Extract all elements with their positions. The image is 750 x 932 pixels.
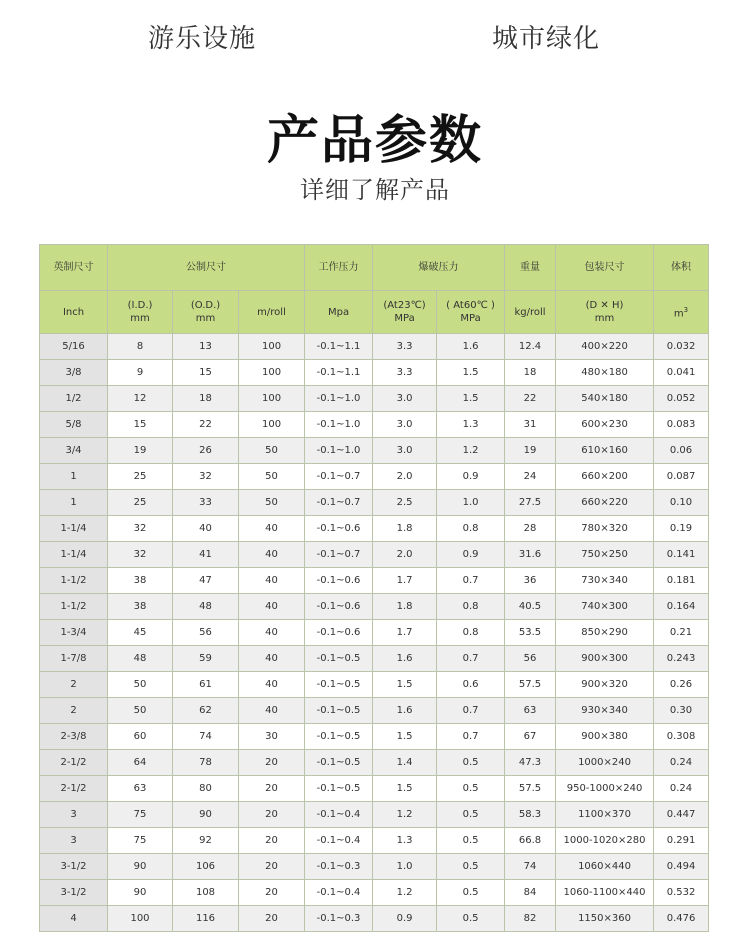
subheader-m3 — [654, 291, 709, 334]
nav-link-playground[interactable]: 游乐设施 — [148, 24, 257, 54]
cell-id: 19 — [108, 438, 173, 464]
cell-od: 90 — [173, 802, 239, 828]
cell-burst-23: 1.8 — [373, 594, 437, 620]
cell-volume: 0.291 — [654, 828, 709, 854]
cell-burst-60: 0.7 — [437, 724, 505, 750]
table-row — [40, 542, 709, 568]
cell-burst-60: 0.9 — [437, 464, 505, 490]
cell-mroll: 40 — [239, 542, 305, 568]
cell-inch: 1 — [40, 464, 108, 490]
cell-package: 900×320 — [556, 672, 654, 698]
cell-inch: 1-1/2 — [40, 568, 108, 594]
cell-work-pressure: -0.1~0.7 — [305, 464, 373, 490]
cell-inch: 5/16 — [40, 334, 108, 360]
cell-burst-23: 1.2 — [373, 802, 437, 828]
cell-burst-23: 2.5 — [373, 490, 437, 516]
cell-burst-60: 1.6 — [437, 334, 505, 360]
subheader-at60-unit: MPa — [460, 313, 481, 324]
cell-weight: 36 — [505, 568, 556, 594]
cell-burst-23: 1.5 — [373, 724, 437, 750]
cell-package: 660×220 — [556, 490, 654, 516]
cell-package: 1150×360 — [556, 906, 654, 932]
cell-package: 540×180 — [556, 386, 654, 412]
cell-inch: 3-1/2 — [40, 854, 108, 880]
subheader-od — [173, 291, 239, 334]
cell-volume: 0.308 — [654, 724, 709, 750]
cell-volume: 0.24 — [654, 776, 709, 802]
cell-inch: 3-1/2 — [40, 880, 108, 906]
cell-work-pressure: -0.1~0.5 — [305, 646, 373, 672]
cell-volume: 0.083 — [654, 412, 709, 438]
table-row — [40, 594, 709, 620]
cell-od: 62 — [173, 698, 239, 724]
cell-mroll: 20 — [239, 750, 305, 776]
cell-burst-23: 1.7 — [373, 568, 437, 594]
cell-id: 50 — [108, 672, 173, 698]
cell-burst-23: 2.0 — [373, 542, 437, 568]
cell-weight: 53.5 — [505, 620, 556, 646]
cell-burst-60: 0.5 — [437, 802, 505, 828]
cell-work-pressure: -0.1~0.4 — [305, 828, 373, 854]
cell-weight: 66.8 — [505, 828, 556, 854]
cell-od: 92 — [173, 828, 239, 854]
cell-mroll: 100 — [239, 412, 305, 438]
cell-volume: 0.21 — [654, 620, 709, 646]
cell-id: 75 — [108, 828, 173, 854]
cell-burst-60: 1.3 — [437, 412, 505, 438]
cell-volume: 0.087 — [654, 464, 709, 490]
cell-volume: 0.24 — [654, 750, 709, 776]
table-row — [40, 412, 709, 438]
cell-burst-23: 1.5 — [373, 776, 437, 802]
cell-inch: 1-1/2 — [40, 594, 108, 620]
cell-id: 48 — [108, 646, 173, 672]
cell-package: 900×380 — [556, 724, 654, 750]
cell-burst-23: 1.8 — [373, 516, 437, 542]
cell-inch: 1-7/8 — [40, 646, 108, 672]
cell-inch: 1-1/4 — [40, 542, 108, 568]
spec-table-container — [39, 244, 708, 932]
cell-work-pressure: -0.1~0.3 — [305, 906, 373, 932]
cell-package: 850×290 — [556, 620, 654, 646]
cell-id: 50 — [108, 698, 173, 724]
cell-inch: 5/8 — [40, 412, 108, 438]
cell-inch: 2 — [40, 698, 108, 724]
cell-burst-23: 1.5 — [373, 672, 437, 698]
cell-volume: 0.243 — [654, 646, 709, 672]
cell-burst-23: 1.0 — [373, 854, 437, 880]
cell-work-pressure: -0.1~0.5 — [305, 776, 373, 802]
table-row — [40, 802, 709, 828]
subheader-id-unit: mm — [130, 313, 150, 324]
cell-inch: 1-1/4 — [40, 516, 108, 542]
cell-burst-23: 3.0 — [373, 386, 437, 412]
cell-burst-23: 3.3 — [373, 360, 437, 386]
cell-burst-60: 0.8 — [437, 620, 505, 646]
cell-burst-60: 0.9 — [437, 542, 505, 568]
cell-package: 600×230 — [556, 412, 654, 438]
spec-table — [39, 244, 709, 932]
cell-id: 15 — [108, 412, 173, 438]
cell-package: 660×200 — [556, 464, 654, 490]
cell-weight: 27.5 — [505, 490, 556, 516]
table-row — [40, 724, 709, 750]
cell-od: 18 — [173, 386, 239, 412]
cell-weight: 47.3 — [505, 750, 556, 776]
cell-work-pressure: -0.1~0.6 — [305, 516, 373, 542]
table-row — [40, 828, 709, 854]
cell-package: 610×160 — [556, 438, 654, 464]
cell-mroll: 20 — [239, 854, 305, 880]
cell-id: 32 — [108, 542, 173, 568]
cell-work-pressure: -0.1~1.0 — [305, 386, 373, 412]
cell-id: 8 — [108, 334, 173, 360]
cell-package: 730×340 — [556, 568, 654, 594]
cell-volume: 0.041 — [654, 360, 709, 386]
cell-weight: 57.5 — [505, 776, 556, 802]
table-row — [40, 672, 709, 698]
cell-mroll: 30 — [239, 724, 305, 750]
cell-od: 32 — [173, 464, 239, 490]
cell-burst-60: 0.5 — [437, 750, 505, 776]
table-row — [40, 646, 709, 672]
cell-id: 9 — [108, 360, 173, 386]
cell-od: 80 — [173, 776, 239, 802]
subheader-dxh — [556, 291, 654, 334]
cell-burst-60: 0.7 — [437, 646, 505, 672]
cell-burst-60: 0.7 — [437, 698, 505, 724]
table-row — [40, 568, 709, 594]
cell-mroll: 20 — [239, 776, 305, 802]
cell-inch: 2 — [40, 672, 108, 698]
subheader-dxh-unit: mm — [594, 313, 615, 324]
cell-inch: 4 — [40, 906, 108, 932]
cell-od: 74 — [173, 724, 239, 750]
cell-id: 32 — [108, 516, 173, 542]
cell-od: 106 — [173, 854, 239, 880]
table-row — [40, 698, 709, 724]
subheader-mpa: Mpa — [305, 291, 373, 334]
cell-weight: 28 — [505, 516, 556, 542]
cell-package: 1000-1020×280 — [556, 828, 654, 854]
cell-od: 56 — [173, 620, 239, 646]
cell-inch: 2-1/2 — [40, 750, 108, 776]
cell-od: 78 — [173, 750, 239, 776]
cell-mroll: 40 — [239, 646, 305, 672]
cell-burst-23: 2.0 — [373, 464, 437, 490]
cell-work-pressure: -0.1~0.4 — [305, 802, 373, 828]
cell-work-pressure: -0.1~0.6 — [305, 568, 373, 594]
cell-mroll: 50 — [239, 438, 305, 464]
cell-burst-23: 1.3 — [373, 828, 437, 854]
cell-weight: 56 — [505, 646, 556, 672]
cell-id: 25 — [108, 490, 173, 516]
table-row — [40, 490, 709, 516]
cell-work-pressure: -0.1~0.6 — [305, 620, 373, 646]
cell-od: 33 — [173, 490, 239, 516]
cell-weight: 84 — [505, 880, 556, 906]
cell-work-pressure: -0.1~1.0 — [305, 412, 373, 438]
subheader-at23 — [373, 291, 437, 334]
cell-work-pressure: -0.1~1.1 — [305, 334, 373, 360]
cell-burst-60: 0.5 — [437, 854, 505, 880]
subheader-at23-label: (At23℃) — [383, 300, 426, 311]
cell-work-pressure: -0.1~0.6 — [305, 594, 373, 620]
cell-od: 13 — [173, 334, 239, 360]
cell-od: 41 — [173, 542, 239, 568]
cell-burst-23: 1.2 — [373, 880, 437, 906]
cell-weight: 58.3 — [505, 802, 556, 828]
header-burst-pressure: 爆破压力 — [373, 245, 505, 291]
header-row-1 — [40, 245, 709, 291]
cell-burst-60: 0.5 — [437, 828, 505, 854]
cell-id: 64 — [108, 750, 173, 776]
cell-work-pressure: -0.1~0.4 — [305, 880, 373, 906]
subheader-od-unit: mm — [195, 313, 216, 324]
table-row — [40, 776, 709, 802]
cell-burst-60: 0.5 — [437, 880, 505, 906]
cell-id: 90 — [108, 880, 173, 906]
cell-od: 108 — [173, 880, 239, 906]
header-row-2 — [40, 291, 709, 334]
cell-id: 100 — [108, 906, 173, 932]
cell-id: 25 — [108, 464, 173, 490]
cell-volume: 0.032 — [654, 334, 709, 360]
cell-package: 900×300 — [556, 646, 654, 672]
cell-mroll: 100 — [239, 360, 305, 386]
subheader-od-label: (O.D.) — [190, 300, 221, 311]
cell-volume: 0.19 — [654, 516, 709, 542]
top-nav — [0, 18, 750, 58]
cell-mroll: 20 — [239, 880, 305, 906]
cell-od: 59 — [173, 646, 239, 672]
page-subtitle: 详细了解产品 — [300, 176, 450, 204]
subheader-id — [108, 291, 173, 334]
cell-mroll: 40 — [239, 568, 305, 594]
cell-weight: 31.6 — [505, 542, 556, 568]
cell-inch: 2-1/2 — [40, 776, 108, 802]
subheader-at23-unit: MPa — [394, 313, 415, 324]
cell-weight: 40.5 — [505, 594, 556, 620]
subheader-m3-unit: m — [673, 308, 684, 320]
cell-weight: 12.4 — [505, 334, 556, 360]
cell-package: 400×220 — [556, 334, 654, 360]
cell-mroll: 40 — [239, 698, 305, 724]
header-metric: 公制尺寸 — [108, 245, 305, 291]
table-row — [40, 464, 709, 490]
cell-volume: 0.532 — [654, 880, 709, 906]
cell-weight: 18 — [505, 360, 556, 386]
cell-mroll: 100 — [239, 386, 305, 412]
cell-mroll: 40 — [239, 594, 305, 620]
cell-volume: 0.141 — [654, 542, 709, 568]
spec-table-body — [40, 334, 709, 932]
subheader-dxh-label: (D ✕ H) — [585, 300, 624, 311]
cell-burst-23: 3.0 — [373, 438, 437, 464]
subheader-kgroll: kg/roll — [505, 291, 556, 334]
cell-id: 75 — [108, 802, 173, 828]
cell-volume: 0.30 — [654, 698, 709, 724]
cell-volume: 0.476 — [654, 906, 709, 932]
cell-inch: 3 — [40, 828, 108, 854]
cell-work-pressure: -0.1~0.3 — [305, 854, 373, 880]
cell-burst-60: 1.5 — [437, 386, 505, 412]
cell-weight: 57.5 — [505, 672, 556, 698]
cell-package: 1060×440 — [556, 854, 654, 880]
cell-package: 740×300 — [556, 594, 654, 620]
cell-burst-60: 1.0 — [437, 490, 505, 516]
header-weight: 重量 — [505, 245, 556, 291]
cell-inch: 2-3/8 — [40, 724, 108, 750]
cell-id: 60 — [108, 724, 173, 750]
subheader-inch: Inch — [40, 291, 108, 334]
cell-id: 12 — [108, 386, 173, 412]
cell-burst-23: 1.7 — [373, 620, 437, 646]
cell-mroll: 40 — [239, 672, 305, 698]
cell-volume: 0.052 — [654, 386, 709, 412]
table-row — [40, 516, 709, 542]
cell-weight: 82 — [505, 906, 556, 932]
cell-work-pressure: -0.1~0.5 — [305, 698, 373, 724]
cell-weight: 24 — [505, 464, 556, 490]
page-title: 产品参数 — [266, 111, 483, 171]
table-row — [40, 334, 709, 360]
cell-inch: 3/8 — [40, 360, 108, 386]
cell-volume: 0.447 — [654, 802, 709, 828]
cell-package: 930×340 — [556, 698, 654, 724]
cell-package: 480×180 — [556, 360, 654, 386]
cell-work-pressure: -0.1~1.0 — [305, 438, 373, 464]
cell-mroll: 100 — [239, 334, 305, 360]
table-row — [40, 360, 709, 386]
cell-weight: 19 — [505, 438, 556, 464]
cell-mroll: 50 — [239, 464, 305, 490]
cell-package: 1000×240 — [556, 750, 654, 776]
header-work-pressure: 工作压力 — [305, 245, 373, 291]
cell-package: 1060-1100×440 — [556, 880, 654, 906]
header-volume: 体积 — [654, 245, 709, 291]
subheader-id-label: (I.D.) — [127, 300, 153, 311]
subheader-m3-sup: 3 — [683, 305, 689, 314]
cell-weight: 67 — [505, 724, 556, 750]
header-package: 包装尺寸 — [556, 245, 654, 291]
table-row — [40, 906, 709, 932]
cell-od: 47 — [173, 568, 239, 594]
cell-id: 38 — [108, 568, 173, 594]
cell-od: 61 — [173, 672, 239, 698]
table-row — [40, 880, 709, 906]
cell-work-pressure: -0.1~0.7 — [305, 542, 373, 568]
cell-id: 38 — [108, 594, 173, 620]
cell-burst-60: 0.8 — [437, 594, 505, 620]
cell-work-pressure: -0.1~0.5 — [305, 724, 373, 750]
cell-work-pressure: -0.1~1.1 — [305, 360, 373, 386]
table-row — [40, 438, 709, 464]
header-inch: 英制尺寸 — [40, 245, 108, 291]
cell-burst-23: 3.3 — [373, 334, 437, 360]
table-row — [40, 386, 709, 412]
cell-weight: 74 — [505, 854, 556, 880]
cell-burst-60: 0.5 — [437, 776, 505, 802]
cell-burst-60: 1.5 — [437, 360, 505, 386]
table-row — [40, 620, 709, 646]
cell-od: 15 — [173, 360, 239, 386]
nav-link-greening[interactable]: 城市绿化 — [492, 24, 601, 54]
cell-od: 116 — [173, 906, 239, 932]
cell-inch: 1 — [40, 490, 108, 516]
cell-inch: 1-3/4 — [40, 620, 108, 646]
cell-burst-60: 0.5 — [437, 906, 505, 932]
cell-mroll: 20 — [239, 828, 305, 854]
cell-volume: 0.26 — [654, 672, 709, 698]
cell-burst-60: 0.8 — [437, 516, 505, 542]
cell-work-pressure: -0.1~0.7 — [305, 490, 373, 516]
cell-weight: 63 — [505, 698, 556, 724]
cell-id: 63 — [108, 776, 173, 802]
cell-package: 950-1000×240 — [556, 776, 654, 802]
cell-volume: 0.06 — [654, 438, 709, 464]
cell-burst-23: 3.0 — [373, 412, 437, 438]
cell-od: 22 — [173, 412, 239, 438]
cell-burst-60: 0.6 — [437, 672, 505, 698]
subheader-mroll: m/roll — [239, 291, 305, 334]
cell-inch: 1/2 — [40, 386, 108, 412]
cell-work-pressure: -0.1~0.5 — [305, 750, 373, 776]
cell-id: 45 — [108, 620, 173, 646]
cell-mroll: 40 — [239, 516, 305, 542]
cell-mroll: 20 — [239, 802, 305, 828]
cell-package: 1100×370 — [556, 802, 654, 828]
table-row — [40, 854, 709, 880]
cell-id: 90 — [108, 854, 173, 880]
cell-burst-60: 1.2 — [437, 438, 505, 464]
cell-volume: 0.494 — [654, 854, 709, 880]
subheader-at60 — [437, 291, 505, 334]
cell-burst-23: 1.6 — [373, 646, 437, 672]
cell-mroll: 20 — [239, 906, 305, 932]
subheader-at60-label: ( At60℃ ) — [446, 300, 495, 311]
cell-package: 780×320 — [556, 516, 654, 542]
cell-burst-60: 0.7 — [437, 568, 505, 594]
cell-volume: 0.164 — [654, 594, 709, 620]
cell-weight: 31 — [505, 412, 556, 438]
cell-weight: 22 — [505, 386, 556, 412]
cell-mroll: 50 — [239, 490, 305, 516]
cell-inch: 3 — [40, 802, 108, 828]
cell-od: 26 — [173, 438, 239, 464]
cell-work-pressure: -0.1~0.5 — [305, 672, 373, 698]
cell-od: 40 — [173, 516, 239, 542]
cell-package: 750×250 — [556, 542, 654, 568]
cell-mroll: 40 — [239, 620, 305, 646]
cell-burst-23: 1.4 — [373, 750, 437, 776]
cell-volume: 0.10 — [654, 490, 709, 516]
cell-burst-23: 0.9 — [373, 906, 437, 932]
cell-volume: 0.181 — [654, 568, 709, 594]
cell-burst-23: 1.6 — [373, 698, 437, 724]
cell-inch: 3/4 — [40, 438, 108, 464]
cell-od: 48 — [173, 594, 239, 620]
table-row — [40, 750, 709, 776]
